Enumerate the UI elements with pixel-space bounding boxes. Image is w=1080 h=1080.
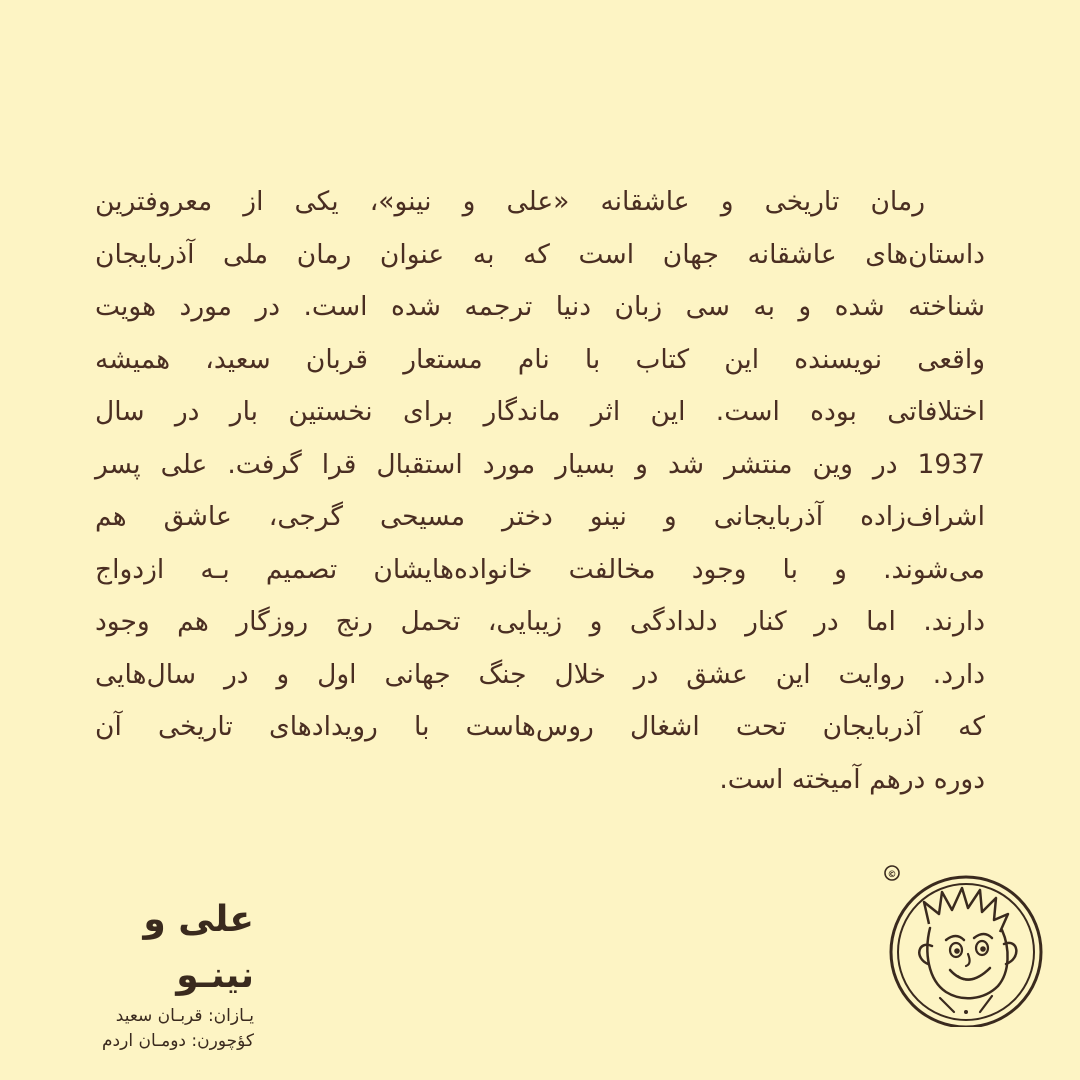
publisher-logo bbox=[884, 862, 1049, 1027]
description-line: 1937 در وین منتشر شد و بسیار مورد استقبال قرا گرفت. علی پسر bbox=[95, 448, 985, 480]
book-translator: کؤچورن: دومـان اردم bbox=[102, 1031, 254, 1051]
copyright-icon bbox=[885, 866, 899, 880]
book-description bbox=[95, 176, 985, 806]
book-title: علی و نینـو bbox=[143, 899, 254, 996]
description-line: دارند. اما در کنار دلدادگی و زیبایی، تحمل رنج روزگار هم وجود bbox=[95, 606, 985, 637]
description-line: اشراف‌زاده آذربایجانی و نینو دختر مسیحی گرجی، عاشق هم bbox=[95, 501, 985, 532]
description-line: داستان‌های عاشقانه جهان است که به عنوان رمان ملی آذربایجان bbox=[95, 238, 985, 270]
description-line: اختلافاتی بوده است. این اثر ماندگار برای نخستین بار در سال bbox=[95, 396, 985, 427]
copyright-symbol: © bbox=[887, 870, 897, 880]
description-line: دوره درهم آمیخته است. bbox=[719, 763, 985, 795]
book-author: یـازان: قربـان سعید bbox=[115, 1006, 254, 1026]
description-line: می‌شوند. و با وجود مخالفت خانواده‌هایشان تصمیم بـه ازدواج bbox=[95, 553, 985, 585]
description-line: شناخته شده و به سی زبان دنیا ترجمه شده است. در مورد هویت bbox=[95, 291, 985, 322]
smiling-boy-mascot-icon bbox=[884, 862, 1049, 1027]
description-line: که آذربایجان تحت اشغال روس‌هاست با رویدادهای تاریخی آن bbox=[95, 711, 985, 742]
description-line: دارد. روایت این عشق در خلال جنگ جهانی اول و در سال‌هایی bbox=[95, 658, 985, 690]
description-line: واقعی نویسنده این کتاب با نام مستعار قربان سعید، همیشه bbox=[95, 343, 985, 375]
description-line: رمان تاریخی و عاشقانه «علی و نینو»، یکی از معروفترین bbox=[95, 186, 925, 217]
book-info bbox=[54, 892, 254, 1054]
